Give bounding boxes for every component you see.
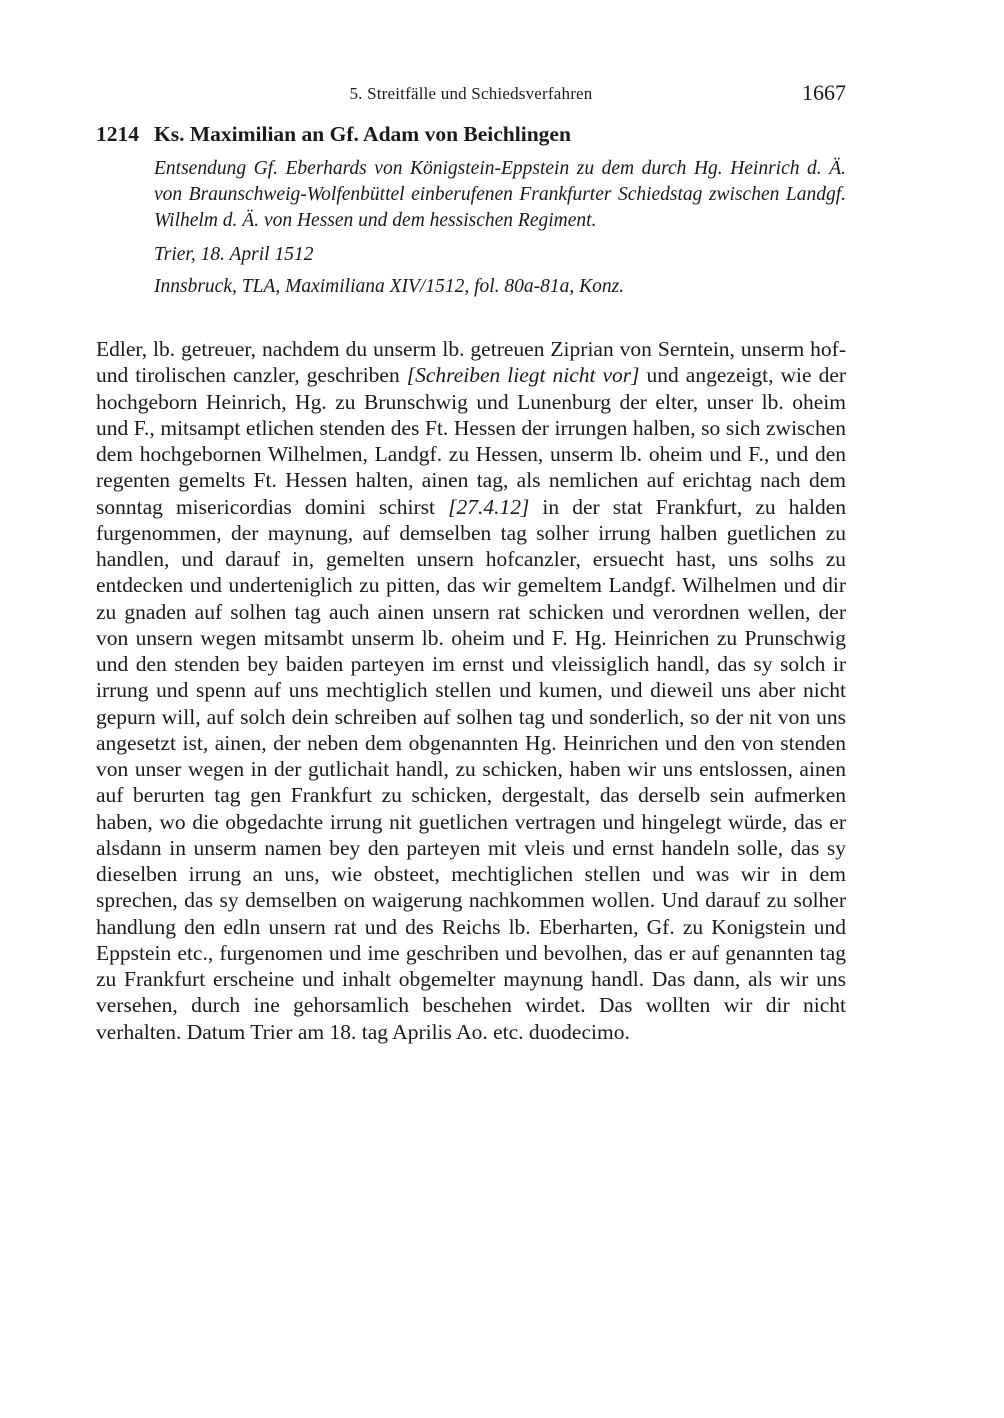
editorial-note-1: [Schreiben liegt nicht vor]: [406, 363, 640, 388]
page-number: 1667: [802, 80, 846, 105]
document-title: Ks. Maximilian an Gf. Adam von Beichlingen: [154, 122, 571, 146]
document-meta: [154, 156, 846, 300]
document-regest: Entsendung Gf. Eberhards von Königstein-Eppstein zu dem durch Hg. Heinrich d. Ä. von Braunschweig-Wolfenbüttel einberufenen Frankfurter Schiedstag zwischen Landgf. Wilhelm d. Ä. von Hessen und dem hessischen Regiment.: [154, 158, 846, 232]
body-text-part-2: und angezeigt, wie der hochgeborn Heinrich, Hg. zu Brunschwig und Lunenburg der elter, unser lb. oheim und F., mitsampt etlichen stenden des Ft. Hessen der irrungen halben, so sich zwischen dem hochgebornen Wilhelmen, Landgf. zu Hessen, unserm lb. oheim und F., und den regenten gemelts Ft. Hessen halten, ainen tag, als nemlichen auf erichtag nach dem sonntag misericordias domini schirst: [96, 363, 847, 519]
body-text-part-3: in der stat Frankfurt, zu halden furgenommen, der maynung, auf demselben tag solher irrung halben guetlichen zu handlen, und darauf in, gemelten unsern hofcanzler, ersuecht hast, uns solhs zu entdecken und underteniglich zu pitten, das wir gemeltem Landgf. Wilhelmen und dir zu gnaden auf solhen tag auch ainen unsern rat schicken und verordnen wellen, der von unsern wegen mitsambt unserm lb. oheim und F. Hg. Heinrichen zu Prunschwig und den stenden bey baiden parteyen im ernst und vleissiglich handl, das sy solch ir irrung und spenn auf uns mechtiglich stellen und kumen, und dieweil uns aber nicht gepurn will, auf solch dein schreiben auf solhen tag und sonderlich, so der nit von uns angesetzt ist, ainen, der neben dem obgenannten Hg. Heinrichen und den von stenden von unser wegen in der gutlichait handl, zu schicken, haben wir uns entslossen, ainen auf berurten tag gen Frankfurt zu schicken, dergestalt, das derselb sein aufmerken haben, wo die obgedachte irrung nit guetlichen vertragen und hingelegt würde, das er alsdann in unserm namen bey den parteyen mit vleis und ernst handeln solle, das sy dieselben irrung an uns, wie obsteet, mechtiglichen stellen und was wir in dem sprechen, das sy demselben on waigerung nachkommen wollen. Und darauf zu solher handlung den edln unsern rat und des Reichs lb. Eberharten, Gf. zu Konigstein und Eppstein etc., furgenomen und ime geschriben und bevolhen, das er auf genannten tag zu Frankfurt erscheine und inhalt obgemelter maynung handl. Das dann, als wir uns versehen, durch ine gehorsamlich beschehen wirdet. Das wollten wir dir nicht verhalten. Datum Trier am 18. tag Aprilis Ao. etc. duodecimo.: [96, 494, 846, 1044]
editorial-note-2: [27.4.12]: [448, 494, 530, 519]
body-text-part-1: Edler, lb. getreuer, nachdem du unserm lb. getreuen Ziprian von Serntein, unserm hof- und tirolischen canzler, geschriben: [96, 337, 846, 388]
document-number: 1214: [96, 122, 139, 146]
running-head-title: 5. Streitfälle und Schiedsverfahren: [349, 84, 593, 103]
running-head: [96, 80, 846, 110]
document-heading: [96, 122, 846, 147]
document-date: Trier, 18. April 1512: [154, 243, 314, 265]
document-source: Innsbruck, TLA, Maximiliana XIV/1512, fol. 80a-81a, Konz.: [154, 275, 625, 297]
document-body: [96, 336, 846, 1045]
